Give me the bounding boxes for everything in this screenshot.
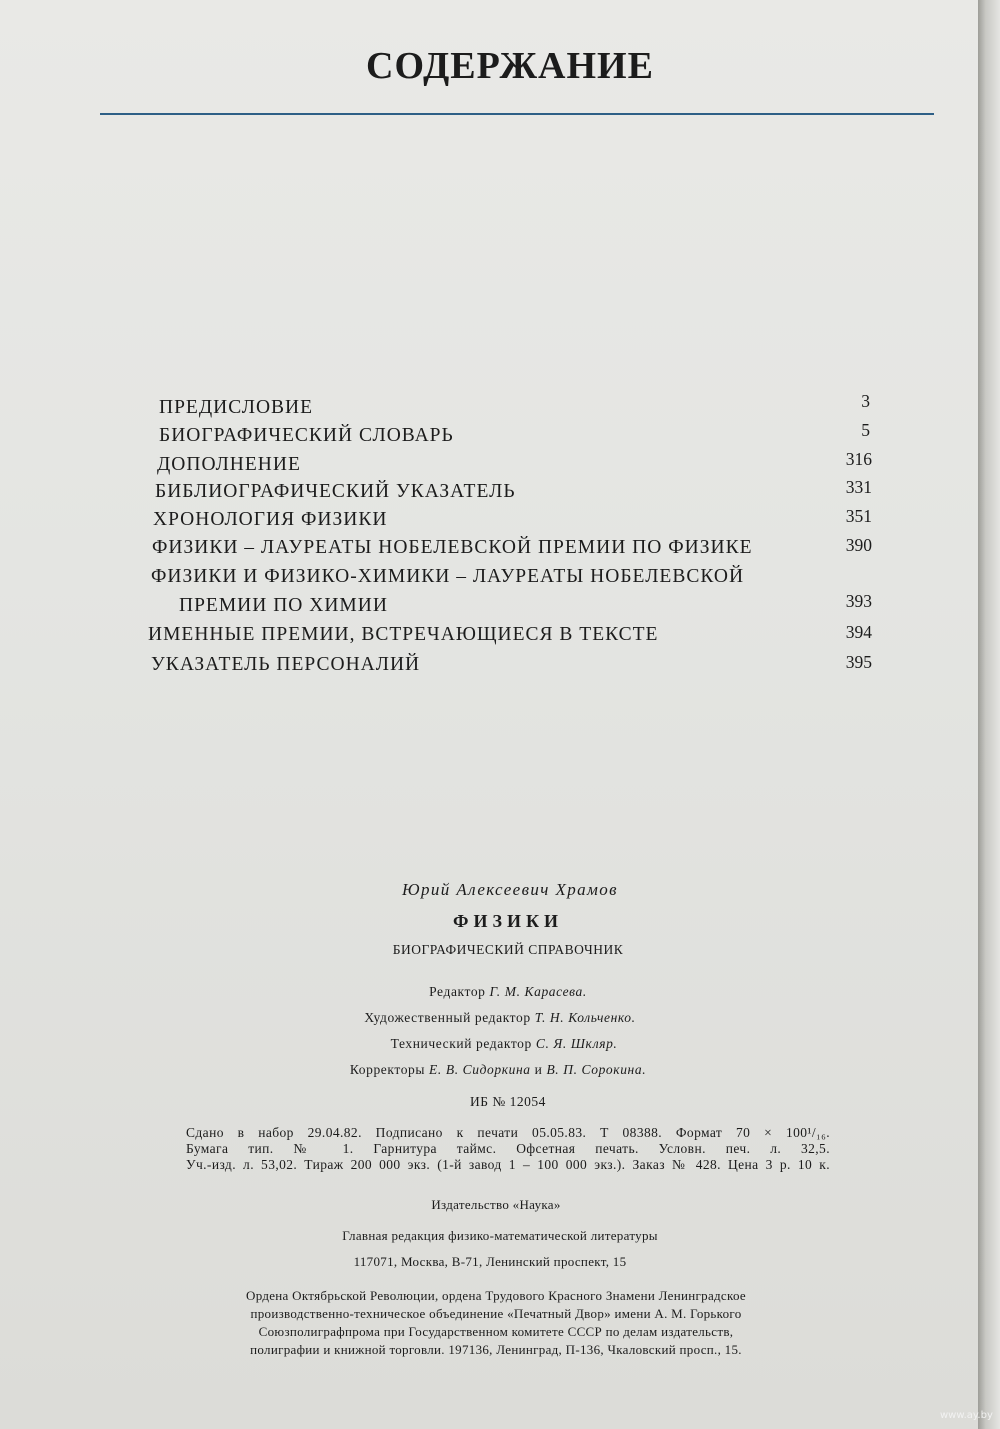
toc-entry-page: 351 xyxy=(845,506,872,526)
staff-line xyxy=(0,1062,998,1078)
staff-role: Технический редактор xyxy=(390,1036,532,1051)
staff-names: Г. М. Карасева. xyxy=(489,984,587,999)
toc-entry-label: ДОПОЛНЕНИЕ xyxy=(157,454,301,475)
printer-line: Союзполиграфпрома при Государственном комитете СССР по делам издательств, xyxy=(258,1324,734,1339)
staff-names: В. П. Сорокина. xyxy=(546,1062,647,1077)
watermark: www.ay.by xyxy=(940,1410,993,1421)
production-line: Уч.-изд. л. 53,02. Тираж 200 000 экз. (1-й завод 1 – 100 000 экз.). Заказ № 428. Цена 3 р. 10 к. xyxy=(186,1157,830,1172)
toc-entry-page: 316 xyxy=(845,449,872,469)
toc-entry-page: 331 xyxy=(845,477,872,497)
staff-names: Т. Н. Кольченко. xyxy=(534,1010,636,1025)
publisher-name: Издательство «Наука» xyxy=(431,1197,561,1212)
staff-names: С. Я. Шкляр. xyxy=(535,1036,618,1051)
book-binding-edge xyxy=(978,0,1000,1429)
publisher-edition: Главная редакция физико-математической литературы xyxy=(342,1228,658,1243)
staff-line xyxy=(4,1036,1000,1052)
page-title: СОДЕРЖАНИЕ xyxy=(366,45,654,87)
staff-names: Е. В. Сидоркина xyxy=(429,1062,531,1077)
toc-entry-label: ИМЕННЫЕ ПРЕМИИ, ВСТРЕЧАЮЩИЕСЯ В ТЕКСТЕ xyxy=(148,624,659,645)
toc-entry-label: БИБЛИОГРАФИЧЕСКИЙ УКАЗАТЕЛЬ xyxy=(155,481,516,502)
staff-line xyxy=(8,984,1000,1000)
book-subtitle: БИОГРАФИЧЕСКИЙ СПРАВОЧНИК xyxy=(392,942,624,957)
toc-entry-label: ХРОНОЛОГИЯ ФИЗИКИ xyxy=(153,509,388,530)
book-title: ФИЗИКИ xyxy=(452,911,563,931)
staff-role: Редактор xyxy=(429,984,486,999)
printer-line: производственно-техническое объединение «Печатный Двор» имени А. М. Горького xyxy=(250,1306,742,1321)
toc-entry-page: 393 xyxy=(845,591,872,611)
toc-entry-page: 3 xyxy=(861,391,870,411)
production-line: Бумага тип. № 1. Гарнитура таймс. Офсетная печать. Условн. печ. л. 32,5. xyxy=(186,1141,830,1156)
toc-entry-label: ПРЕДИСЛОВИЕ xyxy=(159,397,314,418)
toc-entry-label: ФИЗИКИ И ФИЗИКО-ХИМИКИ – ЛАУРЕАТЫ НОБЕЛЕВСКОЙ xyxy=(151,566,745,587)
toc-entry-page: 5 xyxy=(861,420,870,440)
ib-number: ИБ № 12054 xyxy=(470,1094,546,1109)
staff-role: Корректоры xyxy=(349,1062,426,1077)
printer-line: полиграфии и книжной торговли. 197136, Ленинград, П-136, Чкаловский просп., 15. xyxy=(250,1342,742,1357)
toc-entry-page: 394 xyxy=(845,622,872,642)
toc-entry-label-continued: ПРЕМИИ ПО ХИМИИ xyxy=(179,595,388,616)
staff-conjunction: и xyxy=(534,1062,543,1077)
toc-entry-page: 395 xyxy=(845,652,872,672)
toc-entry-label: БИОГРАФИЧЕСКИЙ СЛОВАРЬ xyxy=(159,425,454,446)
toc-entry-label: УКАЗАТЕЛЬ ПЕРСОНАЛИЙ xyxy=(151,654,421,675)
title-rule xyxy=(100,113,934,115)
staff-role: Художественный редактор xyxy=(364,1010,531,1025)
publisher-address: 117071, Москва, В-71, Ленинский проспект, 15 xyxy=(353,1254,627,1269)
staff-line xyxy=(0,1010,1000,1026)
printer-line: Ордена Октябрьской Революции, ордена Трудового Красного Знамени Ленинградское xyxy=(246,1288,746,1303)
author-name: Юрий Алексеевич Храмов xyxy=(402,880,618,899)
production-line: Сдано в набор 29.04.82. Подписано к печати 05.05.83. Т 08388. Формат 70 × 100¹/₁₆. xyxy=(186,1125,830,1140)
toc-entry-label: ФИЗИКИ – ЛАУРЕАТЫ НОБЕЛЕВСКОЙ ПРЕМИИ ПО ФИЗИКЕ xyxy=(152,537,753,558)
toc-entry-page: 390 xyxy=(845,535,872,555)
